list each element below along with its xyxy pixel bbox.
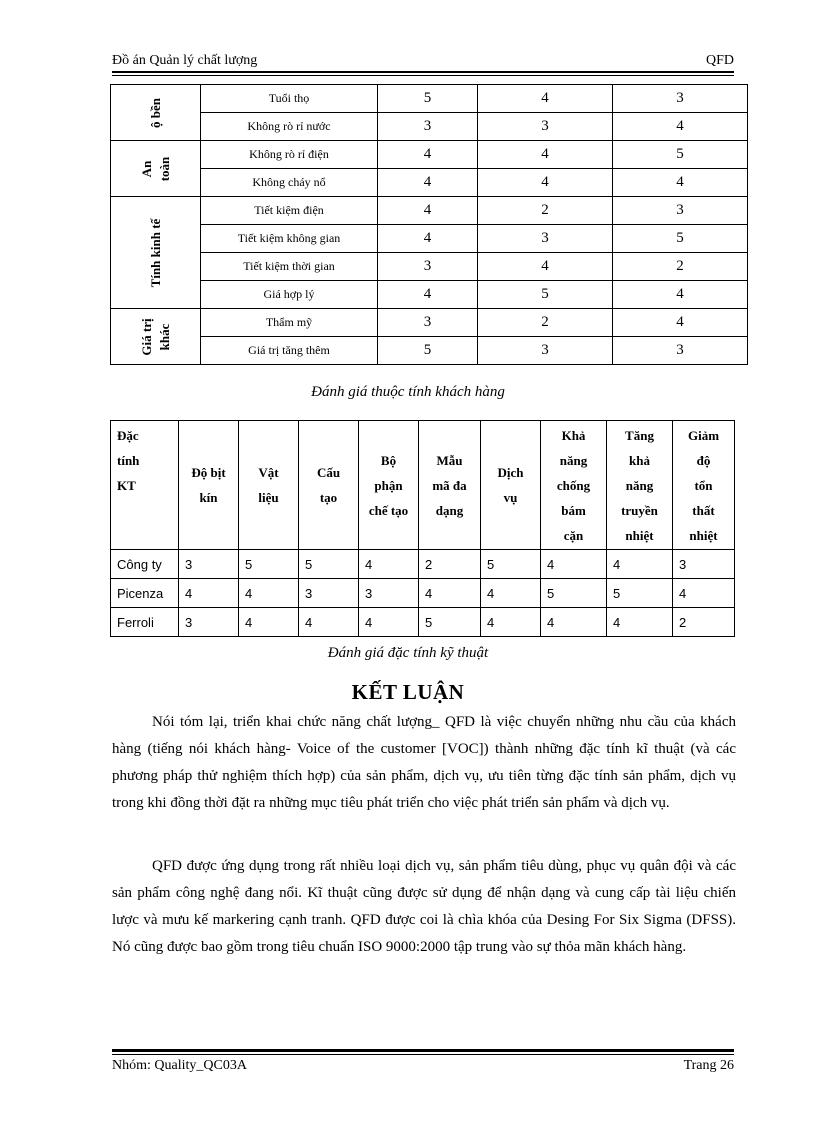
attribute-name-cell: Tiết kiệm thời gian	[201, 253, 378, 281]
score-cell: 4	[607, 608, 673, 637]
score-cell: 4	[299, 608, 359, 637]
column-header-line: truyền	[621, 502, 658, 518]
score-cell: 3	[179, 608, 239, 637]
column-header-line: Cấu	[316, 465, 341, 480]
score-cell: 2	[478, 197, 613, 225]
score-cell: 4	[478, 169, 613, 197]
score-cell: 3	[179, 550, 239, 579]
column-header	[239, 421, 299, 550]
column-header-line: thất	[692, 502, 715, 518]
score-cell: 4	[359, 550, 419, 579]
column-header-line: dạng	[435, 502, 464, 518]
score-cell: 4	[478, 85, 613, 113]
column-header-line: tổn	[694, 477, 713, 493]
column-header-line: Tăng	[625, 427, 654, 443]
score-cell: 3	[359, 579, 419, 608]
score-cell: 4	[239, 579, 299, 608]
score-cell: 3	[673, 550, 735, 579]
column-header-line: năng	[625, 477, 654, 493]
score-cell: 4	[607, 550, 673, 579]
column-header-line: kín	[199, 490, 218, 505]
score-cell: 4	[179, 579, 239, 608]
attribute-name-cell: Tiết kiệm không gian	[201, 225, 378, 253]
paragraph-1: Nói tóm lại, triển khai chức năng chất lượng_ QFD là việc chuyển những nhu cầu của khách hàng (tiếng nói khách hàng- Voice of the customer [VOC]) thành những đặc tính kĩ thuật (và các phương pháp thử nghiệm thích hợp) của sản phẩm, dịch vụ, ưu tiên từng đặc tính sản phẩm, dịch vụ trong khi đồng thời đặt ra những mục tiêu phát triển cho việc phát triển sản phẩm và dịch vụ.	[112, 714, 736, 811]
table-row	[111, 550, 735, 579]
customer-attribute-table	[110, 84, 748, 365]
company-name-cell: Ferroli	[111, 608, 179, 637]
footer-rule-thin	[112, 1054, 734, 1055]
attribute-group-cell	[111, 197, 201, 309]
column-header-line: Khả	[561, 427, 586, 443]
column-header	[541, 421, 607, 550]
paragraph-2: QFD được ứng dụng trong rất nhiều loại dịch vụ, sản phẩm tiêu dùng, phục vụ quân đội và các sản phẩm công nghệ đang nổi. Kĩ thuật cũng được sử dụng để nhận dạng và cung cấp tài liệu chiến lược và mưu kế markering cạnh tranh. QFD được coi là chìa khóa của Desing For Six Sigma (DFSS). Nó cũng được bao gồm trong tiêu chuẩn ISO 9000:2000 tập trung vào sự thỏa mãn khách hàng.	[112, 858, 736, 955]
column-header-line: Bộ	[380, 452, 397, 468]
score-cell: 3	[613, 337, 748, 365]
footer-group: Nhóm: Quality_QC03A	[112, 1058, 247, 1073]
score-cell: 3	[613, 85, 748, 113]
attribute-group-label: Tính kinh tế	[147, 218, 163, 287]
attribute-name-cell: Không rò rỉ nước	[201, 113, 378, 141]
section-title: KẾT LUẬN	[351, 680, 465, 704]
score-cell: 5	[481, 550, 541, 579]
column-header	[607, 421, 673, 550]
score-cell: 5	[541, 579, 607, 608]
score-cell: 4	[613, 281, 748, 309]
column-header-line: tạo	[319, 490, 338, 505]
table-row	[111, 85, 748, 113]
header-doc-title: Đồ án Quản lý chất lượng	[112, 53, 258, 68]
score-cell: 4	[378, 225, 478, 253]
column-header-line: bám	[561, 502, 586, 518]
score-cell: 4	[613, 113, 748, 141]
table-row	[111, 113, 748, 141]
score-cell: 4	[359, 608, 419, 637]
score-cell: 4	[478, 141, 613, 169]
score-cell: 3	[378, 113, 478, 141]
score-cell: 4	[239, 608, 299, 637]
table-row	[111, 608, 735, 637]
score-cell: 3	[613, 197, 748, 225]
score-cell: 4	[541, 608, 607, 637]
column-header-line: chống	[556, 477, 591, 493]
column-header-line: Độ bịt	[191, 465, 226, 480]
company-name-cell: Công ty	[111, 550, 179, 579]
score-cell: 3	[478, 337, 613, 365]
column-header	[179, 421, 239, 550]
table-row	[111, 309, 748, 337]
attribute-group-cell	[111, 309, 201, 365]
technical-characteristic-table	[110, 420, 735, 637]
table-row	[111, 169, 748, 197]
caption-customer-attributes: Đánh giá thuộc tính khách hàng	[311, 384, 505, 400]
attribute-name-cell: Tiết kiệm điện	[201, 197, 378, 225]
score-cell: 4	[481, 608, 541, 637]
column-header-line: Vật	[258, 465, 279, 480]
column-header-line: năng	[559, 452, 588, 468]
score-cell: 4	[378, 281, 478, 309]
score-cell: 2	[419, 550, 481, 579]
score-cell: 3	[378, 309, 478, 337]
column-header-line: nhiệt	[625, 527, 654, 543]
column-header-line: Đặc	[117, 428, 139, 443]
score-cell: 3	[378, 253, 478, 281]
column-header-line: phận	[374, 477, 403, 493]
caption-technical-characteristics: Đánh giá đặc tính kỹ thuật	[327, 645, 489, 661]
column-header-line: mã đa	[432, 477, 467, 493]
attribute-group-label: An toàn	[138, 156, 172, 181]
column-header-line: cặn	[563, 527, 584, 543]
column-header-line: KT	[117, 478, 136, 493]
page-footer	[112, 1058, 734, 1074]
score-cell: 4	[378, 169, 478, 197]
score-cell: 5	[613, 141, 748, 169]
table-row	[111, 337, 748, 365]
score-cell: 2	[673, 608, 735, 637]
attribute-group-cell	[111, 141, 201, 197]
column-header-line: Dịch	[497, 465, 524, 480]
attribute-name-cell: Giá trị tăng thêm	[201, 337, 378, 365]
column-header-line: khả	[629, 452, 650, 468]
attribute-name-cell: Không rò rỉ điện	[201, 141, 378, 169]
company-name-cell: Picenza	[111, 579, 179, 608]
column-header-line: chế tạo	[368, 502, 409, 518]
attribute-name-cell: Giá hợp lý	[201, 281, 378, 309]
column-header	[419, 421, 481, 550]
attribute-group-label: Giá trị khác	[138, 317, 172, 356]
score-cell: 4	[481, 579, 541, 608]
score-cell: 4	[378, 141, 478, 169]
score-cell: 5	[378, 85, 478, 113]
column-header	[359, 421, 419, 550]
column-header-line: Giảm	[687, 427, 720, 443]
page-header	[112, 49, 734, 73]
score-cell: 3	[299, 579, 359, 608]
score-cell: 4	[419, 579, 481, 608]
attribute-name-cell: Tuổi thọ	[201, 85, 378, 113]
score-cell: 5	[478, 281, 613, 309]
score-cell: 2	[478, 309, 613, 337]
score-cell: 4	[541, 550, 607, 579]
attribute-name-cell: Thẩm mỹ	[201, 309, 378, 337]
column-header-line: độ	[696, 452, 711, 468]
table-row	[111, 281, 748, 309]
score-cell: 3	[478, 113, 613, 141]
score-cell: 4	[478, 253, 613, 281]
attribute-group-cell	[111, 85, 201, 141]
score-cell: 4	[613, 169, 748, 197]
score-cell: 2	[613, 253, 748, 281]
table-row	[111, 197, 748, 225]
table-row	[111, 253, 748, 281]
score-cell: 5	[239, 550, 299, 579]
score-cell: 4	[673, 579, 735, 608]
column-header-line: vụ	[503, 490, 518, 505]
column-header-line: liệu	[258, 490, 279, 505]
column-header-line: tính	[117, 453, 140, 468]
score-cell: 5	[607, 579, 673, 608]
attribute-group-label: ộ bền	[147, 97, 163, 128]
column-header-line: Mẫu	[436, 452, 463, 468]
column-header-line: nhiệt	[689, 527, 718, 543]
score-cell: 5	[378, 337, 478, 365]
table-row	[111, 579, 735, 608]
footer-page-number: Trang 26	[683, 1058, 734, 1073]
score-cell: 3	[478, 225, 613, 253]
header-section: QFD	[705, 53, 734, 68]
column-header	[673, 421, 735, 550]
score-cell: 5	[299, 550, 359, 579]
score-cell: 4	[378, 197, 478, 225]
score-cell: 5	[613, 225, 748, 253]
score-cell: 5	[419, 608, 481, 637]
footer-rule	[112, 1049, 734, 1052]
column-header	[111, 421, 179, 550]
column-header	[481, 421, 541, 550]
table-row	[111, 225, 748, 253]
attribute-name-cell: Không cháy nổ	[201, 169, 378, 197]
table-header-row	[111, 421, 735, 550]
table-row	[111, 141, 748, 169]
column-header	[299, 421, 359, 550]
score-cell: 4	[613, 309, 748, 337]
